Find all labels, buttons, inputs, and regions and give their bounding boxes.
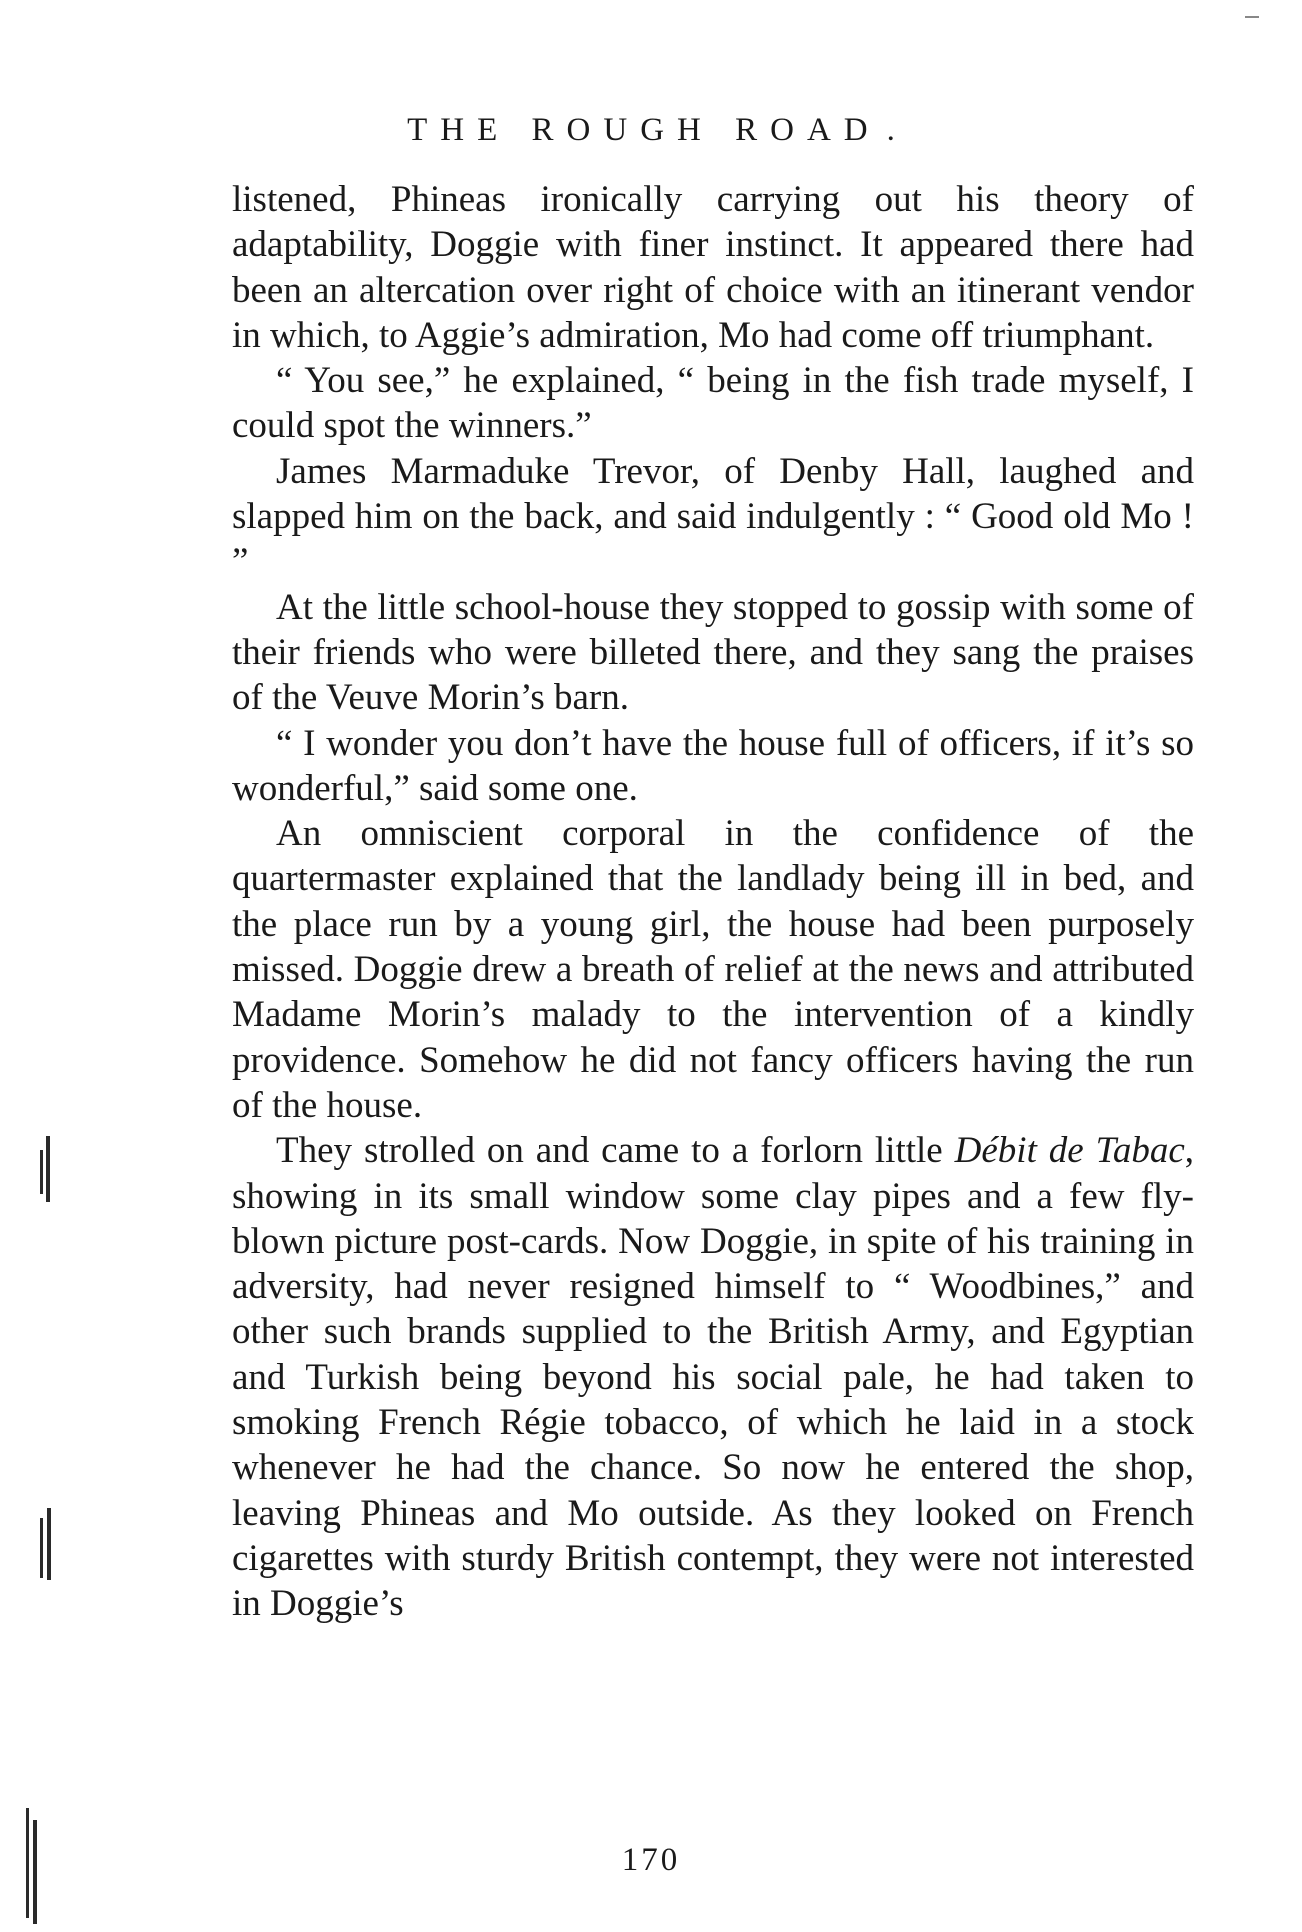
- paragraph-6: An omniscient corporal in the confidence of the quartermaster explained that the landlady being ill in bed, and the place run by a young girl, the house had been purposely missed. Doggie drew a breath of relief at the news and attributed Madame Morin’s malady to the intervention of a kindly providence. Somehow he did not fancy officers having the run of the house.: [232, 813, 1194, 1126]
- paragraph-7-rest: , showing in its small window some clay pipes and a few fly-blown picture post-cards. Now Doggie, in spite of his training in adversity, had never resigned himself to “ Woodbines,” and other such brands supplied to the British Army, and Egyptian and Turkish being beyond his social pale, he had taken to smoking French Régie tobacco, of which he laid in a stock whenever he had the chance. So now he entered the shop, leaving Phineas and Mo outside. As they looked on French cigarettes with sturdy British contempt, they were not interested in Doggie’s: [232, 1130, 1195, 1625]
- paragraph-2: “ You see,” he explained, “ being in the fish trade myself, I could spot the winners.”: [232, 360, 1194, 447]
- scan-mark-5: [26, 1808, 29, 1918]
- scan-mark-3: [40, 1518, 43, 1578]
- paragraph-7-start: They strolled on and came to a forlorn little: [276, 1130, 943, 1172]
- running-title: THE ROUGH ROAD: [407, 112, 881, 148]
- page-number: 170: [621, 1842, 681, 1878]
- scan-mark-2: [46, 1136, 50, 1202]
- running-head-dot: .: [886, 112, 895, 148]
- scan-mark-7: [1245, 16, 1259, 18]
- scan-mark-4: [47, 1508, 51, 1580]
- body-text: [232, 177, 1194, 1627]
- paragraph-1: listened, Phineas ironically carrying out his theory of adaptability, Doggie with finer instinct. It appeared there had been an altercation over right of choice with an itinerant vendor in which, to Aggie’s admiration, Mo had come off triumphant.: [232, 179, 1194, 356]
- scan-mark-6: [33, 1820, 37, 1924]
- paragraph-7: [232, 1128, 1194, 1626]
- paragraph-4: At the little school-house they stopped to gossip with some of their friends who were billeted there, and they sang the praises of the Veuve Morin’s barn.: [232, 586, 1194, 719]
- running-head: [0, 110, 1302, 150]
- paragraph-7-italic: Débit de Tabac: [954, 1130, 1185, 1172]
- scan-mark-1: [40, 1150, 43, 1194]
- paragraph-5: “ I wonder you don’t have the house full of officers, if it’s so wonderful,” said some one.: [232, 722, 1194, 809]
- paragraph-3: James Marmaduke Trevor, of Denby Hall, laughed and slapped him on the back, and said indulgently : “ Good old Mo ! ”: [232, 450, 1194, 583]
